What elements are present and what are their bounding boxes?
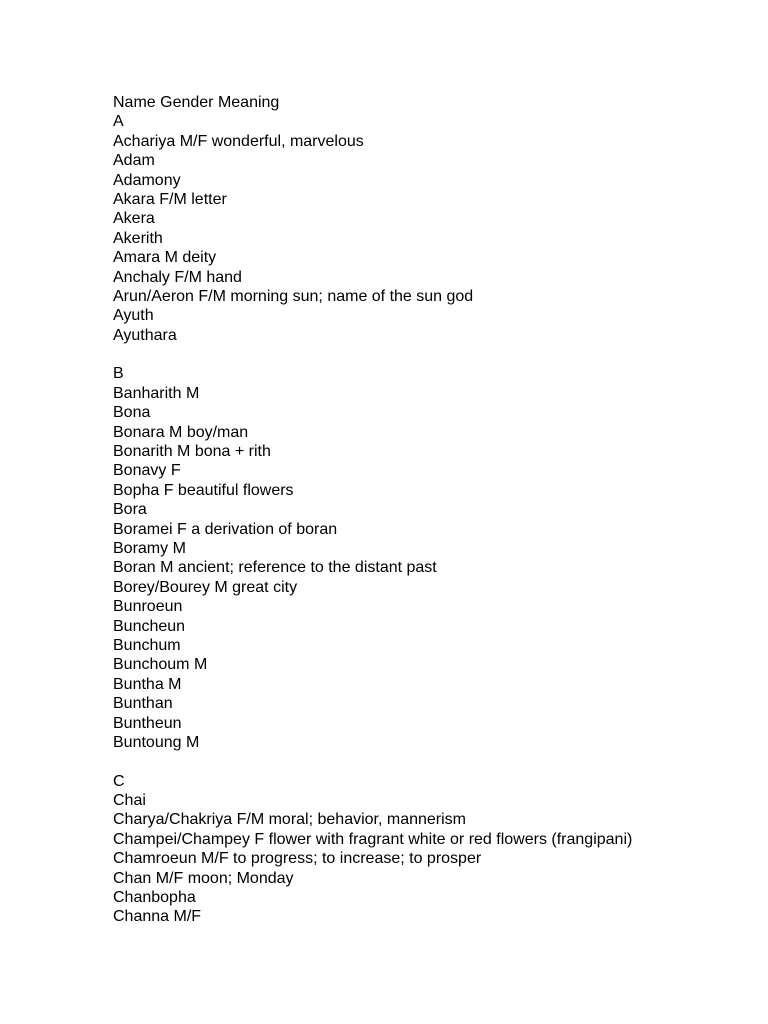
name-entry: Adamony: [113, 171, 181, 189]
name-entry: Achariya M/F wonderful, marvelous: [113, 132, 364, 150]
name-entry: Akerith: [113, 229, 163, 247]
name-entry: Anchaly F/M hand: [113, 268, 242, 286]
name-entry: Banharith M: [113, 384, 200, 402]
name-entry: Ayuth: [113, 307, 154, 325]
name-entry: Bona: [113, 404, 151, 422]
blank-line: [113, 345, 753, 364]
name-entry: Akera: [113, 210, 155, 228]
name-entry: Buntha M: [113, 675, 182, 693]
section-letter: B: [113, 365, 124, 383]
document-body: [113, 93, 753, 927]
name-entry: Bunroeun: [113, 598, 183, 616]
name-entry: Arun/Aeron F/M morning sun; name of the sun god: [113, 287, 474, 305]
name-entry: Bunchum: [113, 636, 181, 654]
name-entry: Chanbopha: [113, 889, 196, 907]
name-entry: Chan M/F moon; Monday: [113, 869, 294, 887]
name-entry: Buntheun: [113, 714, 182, 732]
name-entry: Bonavy F: [113, 462, 181, 480]
section-letter: A: [113, 113, 124, 131]
name-entry: Bunchoum M: [113, 656, 208, 674]
name-entry: Buntoung M: [113, 733, 200, 751]
name-entry: Bora: [113, 501, 147, 519]
name-entry: Chamroeun M/F to progress; to increase; to prosper: [113, 850, 482, 868]
name-entry: Buncheun: [113, 617, 186, 635]
section-letter: C: [113, 772, 125, 790]
name-entry: Boramy M: [113, 539, 186, 557]
section-a: [113, 112, 753, 345]
name-entry: Charya/Chakriya F/M moral; behavior, mannerism: [113, 811, 467, 829]
name-entry: Boramei F a derivation of boran: [113, 520, 338, 538]
name-entry: Borey/Bourey M great city: [113, 578, 298, 596]
name-entry: Boran M ancient; reference to the distant past: [113, 559, 437, 577]
name-entry: Adam: [113, 152, 155, 170]
section-c: [113, 772, 753, 927]
name-entry: Bonarith M bona + rith: [113, 443, 271, 461]
name-entry: Akara F/M letter: [113, 190, 227, 208]
section-b: [113, 364, 753, 752]
name-entry: Amara M deity: [113, 249, 217, 267]
name-entry: Bopha F beautiful flowers: [113, 481, 294, 499]
header-line: Name Gender Meaning: [113, 94, 280, 111]
name-entry: Ayuthara: [113, 326, 177, 344]
blank-line: [113, 752, 753, 771]
name-entry: Champei/Champey F flower with fragrant white or red flowers (frangipani): [113, 830, 633, 848]
name-entry: Channa M/F: [113, 908, 202, 926]
name-entry: Bunthan: [113, 695, 173, 713]
name-entry: Bonara M boy/man: [113, 423, 249, 441]
name-entry: Chai: [113, 792, 146, 810]
